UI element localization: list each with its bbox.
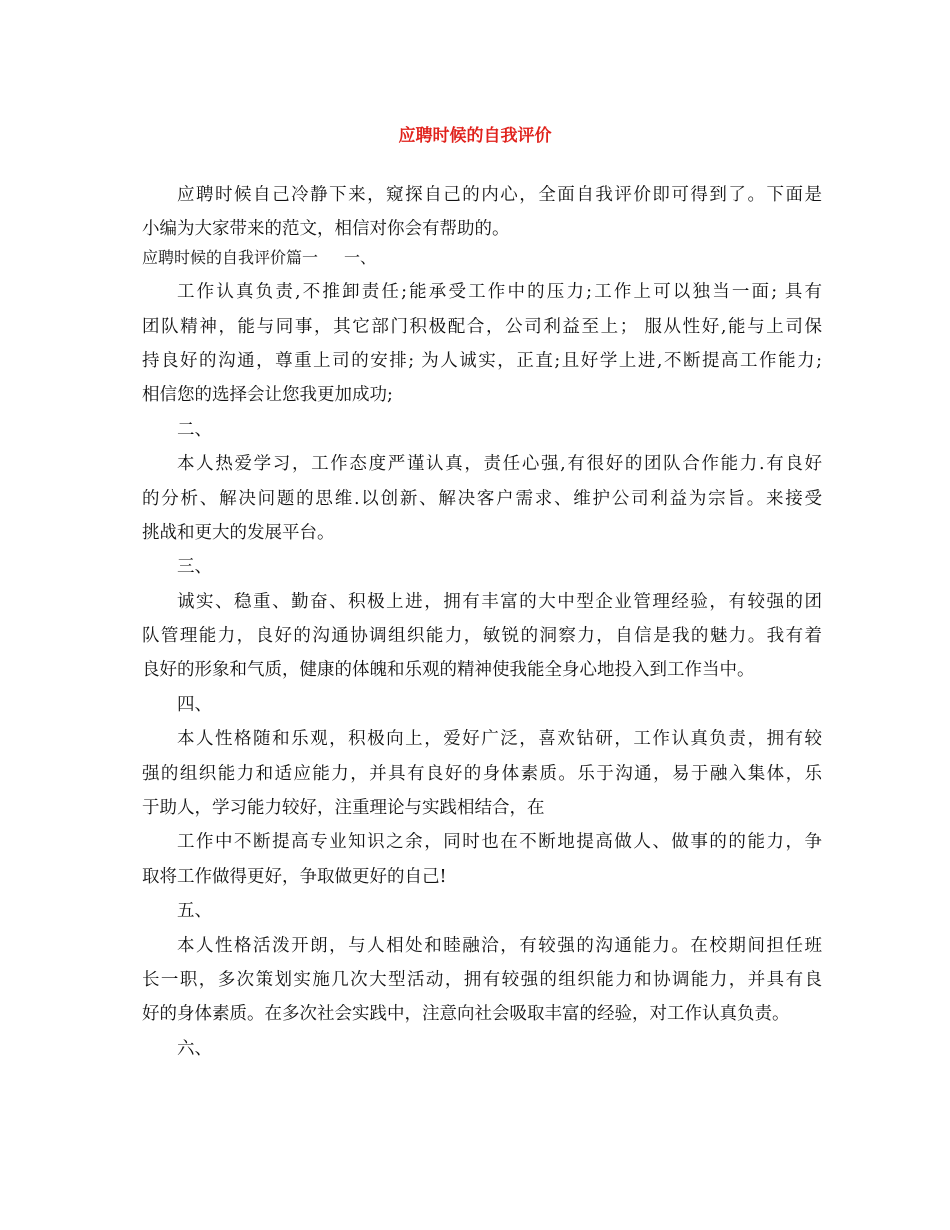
paragraph-5-line-3: 好的身体素质。在多次社会实践中，注意向社会吸取丰富的经验，对工作认真负责。 [142, 1004, 790, 1025]
paragraph-1-line-2: 团队精神，能与同事，其它部门积极配合，公司利益至上； 服从性好,能与上司保 [142, 316, 822, 337]
part-heading-row [142, 244, 822, 278]
paragraph-5-line-1: 本人性格活泼开朗，与人相处和睦融洽，有较强的沟通能力。在校期间担任班 [177, 935, 822, 956]
section-heading-2: 二、 [177, 419, 212, 440]
intro-line-2: 小编为大家带来的范文，相信对你会有帮助的。 [142, 219, 510, 240]
paragraph-4-line-2: 强的组织能力和适应能力，并具有良好的身体素质。乐于沟通，易于融入集体，乐 [142, 763, 822, 784]
section-heading-3: 三、 [177, 557, 212, 578]
section-heading-5: 五、 [177, 901, 212, 922]
paragraph-1-line-4: 相信您的选择会让您我更加成功; [142, 385, 393, 406]
paragraph-1-line-1: 工作认真负责,不推卸责任;能承受工作中的压力;工作上可以独当一面; 具有 [177, 282, 822, 303]
document-body [142, 181, 822, 1069]
paragraph-3-line-3: 良好的形象和气质，健康的体魄和乐观的精神使我能全身心地投入到工作当中。 [142, 660, 755, 681]
paragraph-1-line-3: 持良好的沟通，尊重上司的安排; 为人诚实，正直;且好学上进,不断提高工作能力; [142, 350, 822, 371]
paragraph-4-line-3: 于助人，学习能力较好，注重理论与实践相结合，在 [142, 798, 545, 819]
paragraph-4-line-5: 取将工作做得更好，争取做更好的自己! [142, 866, 447, 887]
section-heading-6: 六、 [177, 1038, 212, 1059]
section-heading-1: 一、 [344, 247, 377, 267]
paragraph-4-line-1: 本人性格随和乐观，积极向上，爱好广泛，喜欢钻研，工作认真负责，拥有较 [177, 729, 822, 750]
document-title: 应聘时候的自我评价 [398, 126, 552, 146]
paragraph-2-line-2: 的分析、解决问题的思维.以创新、解决客户需求、维护公司利益为宗旨。来接受 [142, 488, 822, 509]
paragraph-3-line-2: 队管理能力，良好的沟通协调组织能力，敏锐的洞察力，自信是我的魅力。我有着 [142, 626, 822, 647]
intro-line-1: 应聘时候自己冷静下来，窥探自己的内心，全面自我评价即可得到了。下面是 [177, 185, 822, 205]
paragraph-3-line-1: 诚实、稳重、勤奋、积极上进，拥有丰富的大中型企业管理经验，有较强的团 [177, 591, 822, 612]
paragraph-5-line-2: 长一职，多次策划实施几次大型活动，拥有较强的组织能力和协调能力，并具有良 [142, 969, 822, 990]
paragraph-2-line-1: 本人热爱学习，工作态度严谨认真，责任心强,有很好的团队合作能力.有良好 [177, 454, 822, 475]
paragraph-4-line-4: 工作中不断提高专业知识之余，同时也在不断地提高做人、做事的的能力，争 [177, 832, 822, 853]
paragraph-2-line-3: 挑战和更大的发展平台。 [142, 522, 335, 543]
part-title: 应聘时候的自我评价篇一 [142, 247, 319, 267]
section-heading-4: 四、 [177, 694, 212, 715]
